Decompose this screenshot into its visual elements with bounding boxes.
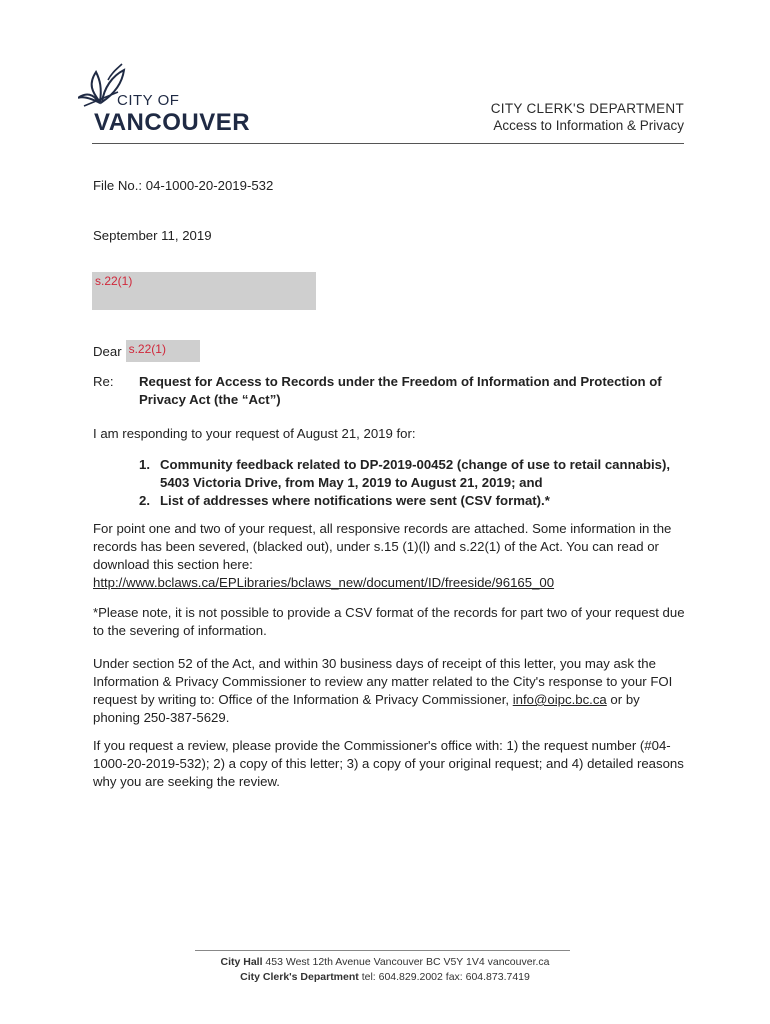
- department-subtitle: Access to Information & Privacy: [493, 118, 684, 133]
- logo-city-of: CITY OF: [117, 92, 180, 109]
- letter-date: September 11, 2019: [93, 228, 212, 243]
- bclaws-link[interactable]: http://www.bclaws.ca/EPLibraries/bclaws_new/document/ID/freeside/96165_00: [93, 575, 555, 590]
- intro-paragraph: I am responding to your request of August 21, 2019 for:: [93, 426, 416, 441]
- redacted-address-block: [92, 272, 316, 310]
- footer-city-hall-label: City Hall: [220, 956, 263, 968]
- review-rights-phone: or by phoning 250-387-5629.: [93, 692, 640, 725]
- salutation-dear: Dear: [93, 344, 122, 359]
- review-rights-paragraph: [93, 655, 688, 727]
- subject-line: Request for Access to Records under the Freedom of Information and Protection of Privacy Act (the “Act”): [139, 374, 662, 407]
- footer-line-2: [0, 970, 770, 985]
- footer: [0, 955, 770, 985]
- footer-contact: tel: 604.829.2002 fax: 604.873.7419: [358, 971, 530, 983]
- logo-vancouver: VANCOUVER: [94, 109, 251, 136]
- department-name: CITY CLERK'S DEPARTMENT: [490, 101, 684, 116]
- footer-dept-label: City Clerk's Department: [240, 971, 359, 983]
- list-item-number: 2.: [139, 493, 150, 508]
- footer-divider: [195, 950, 570, 951]
- redaction-code: s.22(1): [128, 342, 166, 356]
- file-number: File No.: 04-1000-20-2019-532: [93, 178, 274, 193]
- list-item: [139, 456, 679, 492]
- footer-line-1: [0, 955, 770, 970]
- footer-address: 453 West 12th Avenue Vancouver BC V5Y 1V4 vancouver.ca: [262, 956, 550, 968]
- list-item-text: Community feedback related to DP-2019-00452 (change of use to retail cannabis), 5403 Victoria Drive, from May 1, 2019 to August 21, 2019; and: [160, 457, 671, 490]
- list-item: [139, 492, 679, 510]
- re-label: Re:: [93, 374, 114, 389]
- list-item-text: List of addresses where notifications were sent (CSV format).*: [160, 493, 550, 508]
- redaction-code: s.22(1): [95, 274, 133, 288]
- redacted-name: [126, 340, 200, 362]
- review-rights-text: Under section 52 of the Act, and within 30 business days of receipt of this letter, you may ask the Information & Privacy Commissioner to review any matter related to the City's response to your FOI request by writing to: Office of the Information & Privacy Commissioner,: [93, 656, 673, 707]
- oipc-email-link[interactable]: info@oipc.bc.ca: [512, 692, 607, 707]
- header-divider: [92, 143, 684, 144]
- department-header: [491, 100, 684, 134]
- csv-note-paragraph: *Please note, it is not possible to provide a CSV format of the records for part two of your request due to the severing of information.: [93, 605, 685, 638]
- severing-paragraph: [93, 520, 688, 592]
- list-item-number: 1.: [139, 457, 150, 472]
- severing-text: For point one and two of your request, all responsive records are attached. Some information in the records has been severed, (blacked out), under s.15 (1)(l) and s.22(1) of the Act. You can read or download this section here:: [93, 521, 672, 572]
- review-instructions-paragraph: If you request a review, please provide the Commissioner's office with: 1) the request number (#04-1000-20-2019-532); 2) a copy of this letter; 3) a copy of your original request; and 4) detailed reasons why you are seeking the review.: [93, 738, 684, 789]
- request-list: [139, 456, 679, 510]
- salutation: [93, 340, 200, 362]
